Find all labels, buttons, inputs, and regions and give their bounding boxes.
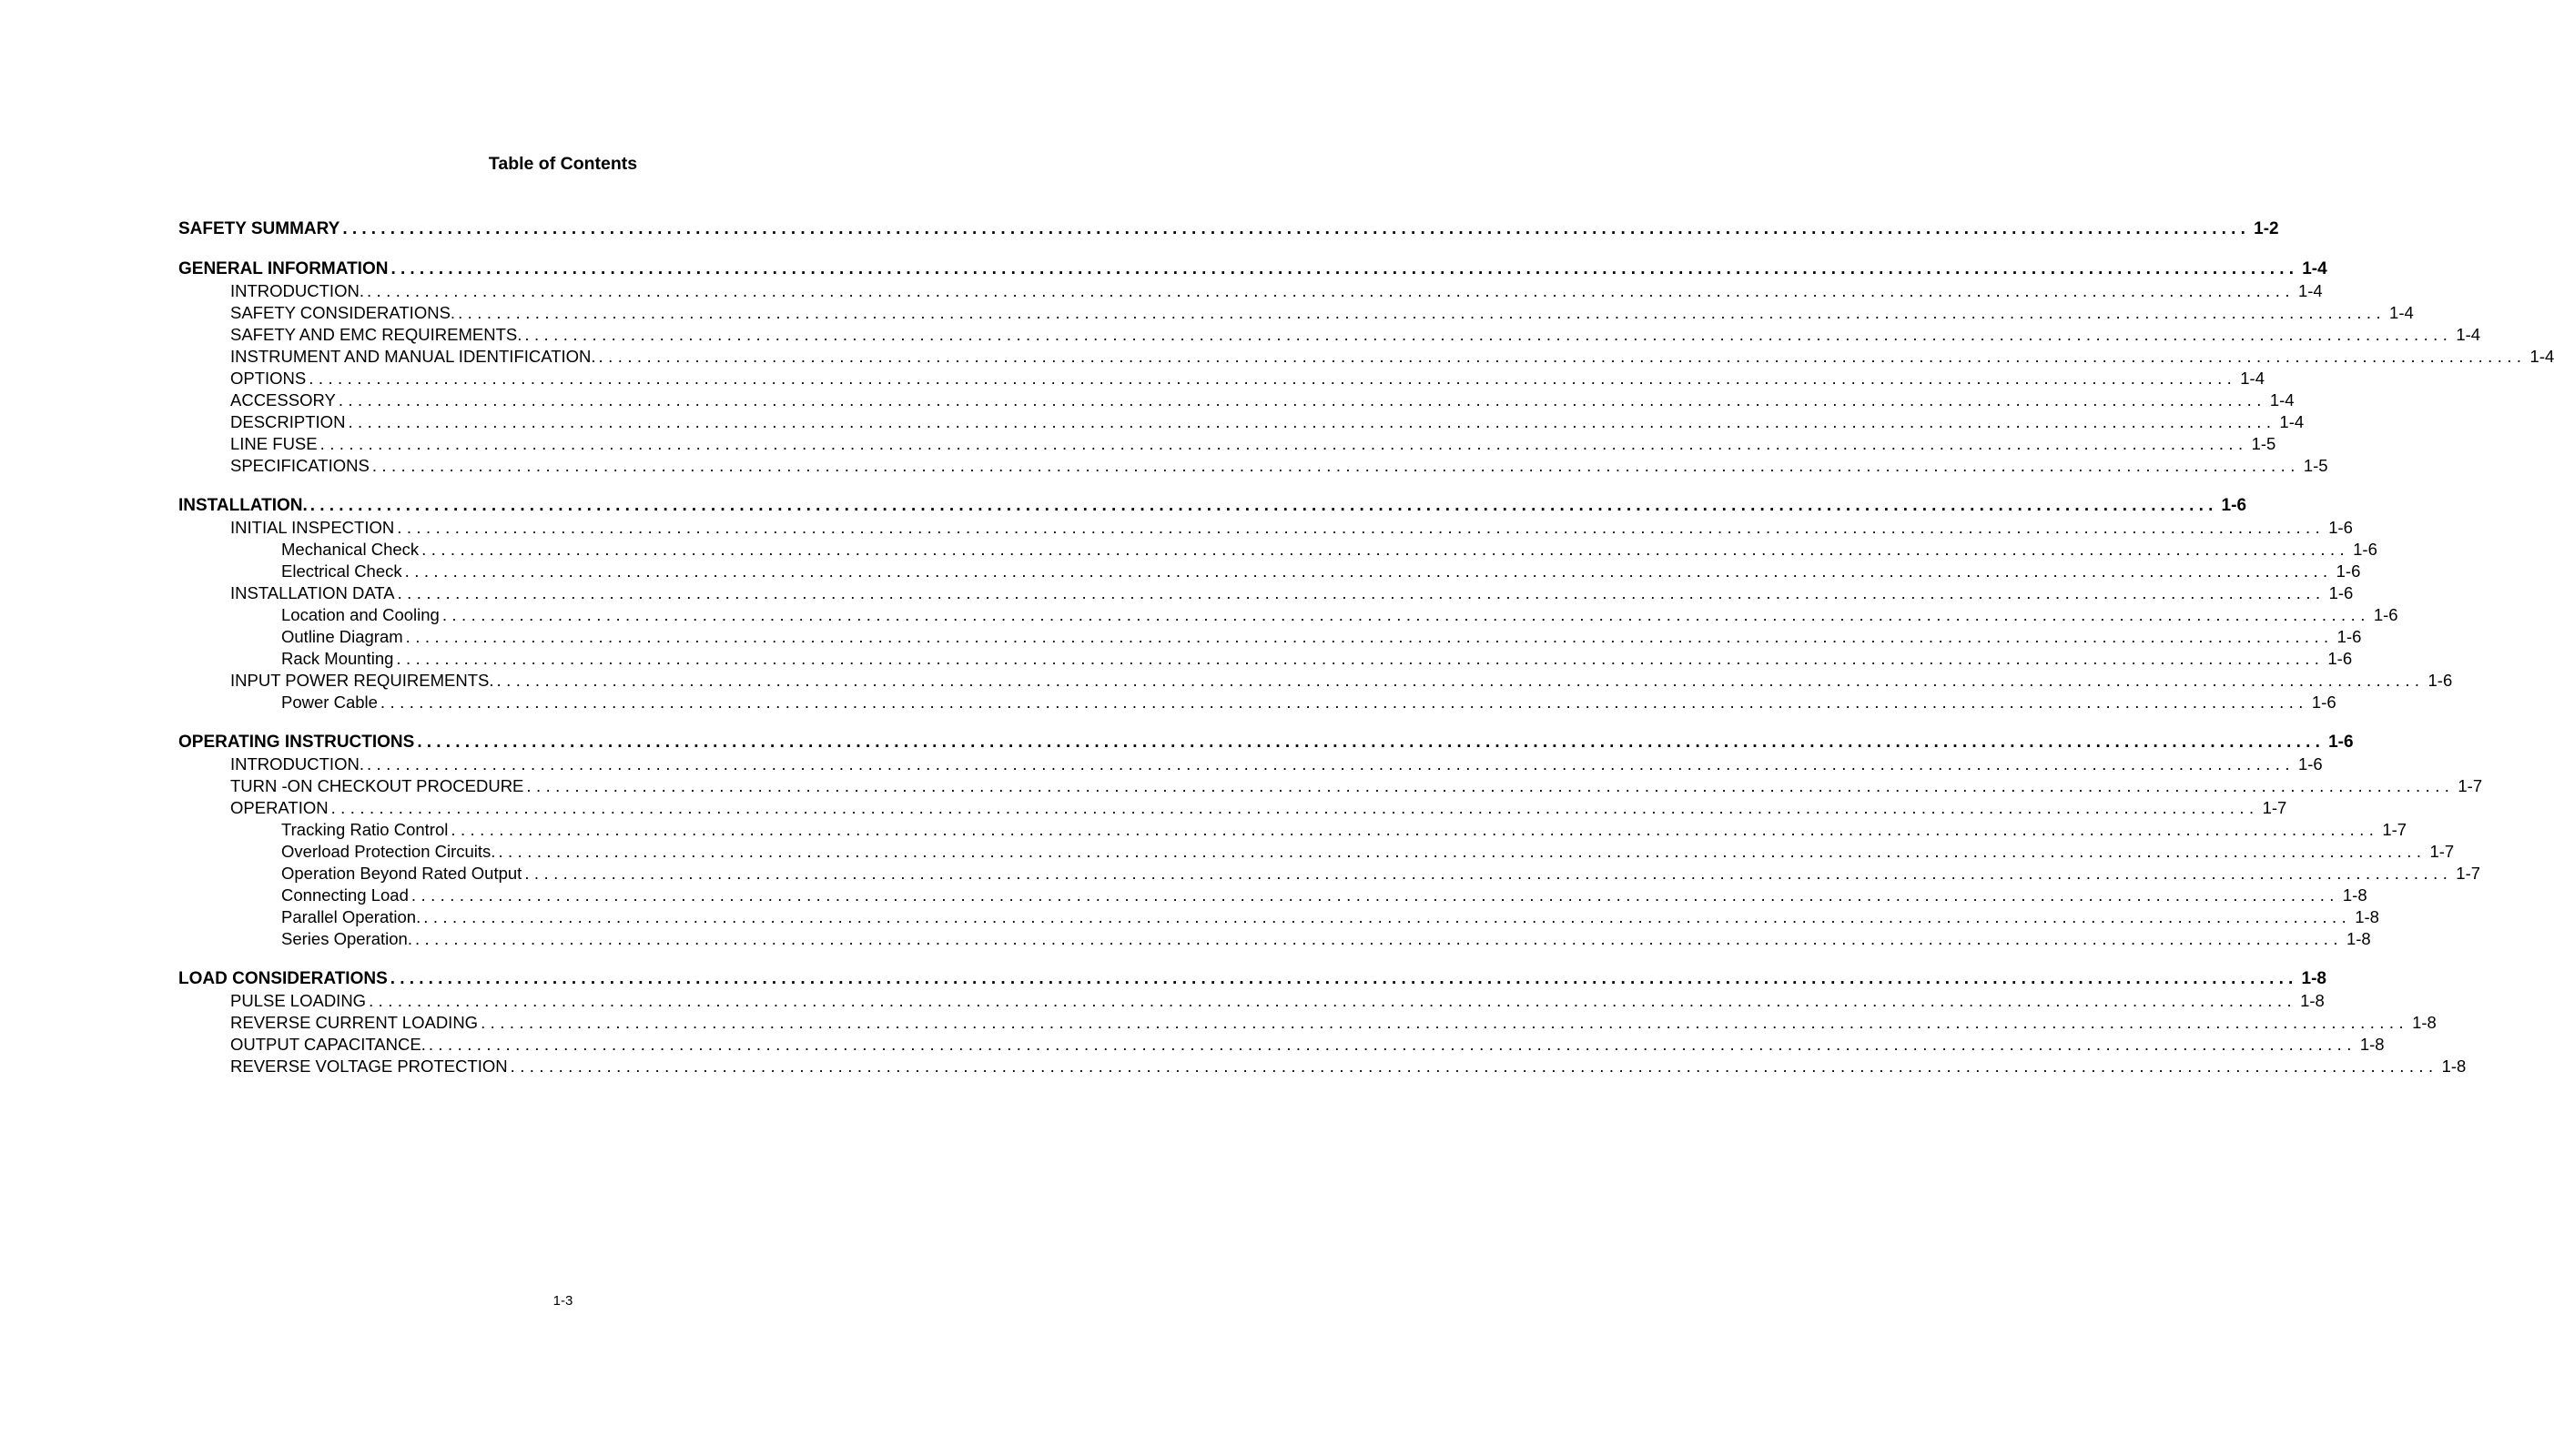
toc-entry-title: OPTIONS [230,369,307,388]
dot-leader: ........................................................................................................................................................................................................ [410,885,2339,905]
dot-leader: ........................................................................................................................................................................................................ [405,627,2334,646]
dot-leader: ........................................................................................................................................................................................................ [390,259,2299,278]
toc-page-number: 1-8 [2412,1013,2437,1032]
toc-section-heading[interactable] [178,495,2247,517]
toc-entry[interactable] [178,346,2554,368]
toc-page-number: 1-8 [2346,929,2371,948]
dot-leader: ........................................................................................................................................................................................................ [510,1057,2438,1076]
toc-entry[interactable] [178,324,2481,346]
dot-leader: ........................................................................................................................................................................................................ [390,969,2298,988]
toc-entry-title: INTRODUCTION. [230,754,364,774]
dot-leader: ........................................................................................................................................................................................................ [481,1013,2409,1032]
dot-leader: ........................................................................................................................................................................................................ [338,390,2266,410]
toc-subentry[interactable] [178,604,2398,626]
toc-section-title: OPERATING INSTRUCTIONS [178,733,415,752]
toc-section-heading[interactable] [178,732,2354,753]
dot-leader: ........................................................................................................................................................................................................ [342,219,2251,238]
toc-page-number: 1-6 [2328,518,2353,537]
toc-entry[interactable] [178,670,2453,692]
toc-entry[interactable] [178,775,2483,797]
toc-page-number: 1-8 [2300,991,2325,1010]
dot-leader: ........................................................................................................................................................................................................ [366,281,2295,300]
toc-page-number: 1-5 [2303,456,2328,475]
toc-entry[interactable] [178,1012,2437,1034]
toc-entry[interactable] [178,990,2325,1012]
toc-entry-title: INSTALLATION DATA [230,583,395,602]
toc-entry-title: Outline Diagram [281,627,403,646]
toc-entry-title: Tracking Ratio Control [281,820,449,839]
toc-entry-title: ACCESSORY [230,390,336,410]
page-title: Table of Contents [488,154,638,174]
toc-subentry[interactable] [178,841,2455,863]
dot-leader: ........................................................................................................................................................................................................ [423,907,2352,926]
toc-entry-title: Parallel Operation. [281,907,421,926]
dot-leader: ........................................................................................................................................................................................................ [524,325,2453,344]
toc-entry-title: OPERATION [230,798,329,817]
toc-page-number: 1-2 [2254,219,2279,238]
toc-page-number: 1-6 [2311,693,2336,712]
toc-subentry[interactable] [178,906,2379,928]
toc-entry-title: INTRODUCTION. [230,281,364,300]
toc-entry-title: REVERSE VOLTAGE PROTECTION [230,1057,508,1076]
toc-page-number: 1-6 [2336,561,2361,581]
toc-page-number: 1-6 [2336,627,2362,646]
dot-leader: ........................................................................................................................................................................................................ [417,733,2326,752]
toc-entry[interactable] [178,411,2305,433]
toc-page-number: 1-6 [2373,605,2398,624]
toc-entry-title: TURN -ON CHECKOUT PROCEDURE [230,776,524,795]
toc-page-number: 1-7 [2458,776,2483,795]
toc-subentry[interactable] [178,928,2371,950]
toc-entry-title: OUTPUT CAPACITANCE. [230,1035,426,1054]
toc-entry[interactable] [178,455,2328,477]
toc-entry[interactable] [178,302,2414,324]
toc-page-number: 1-8 [2359,1035,2385,1054]
toc-entry-title: SAFETY AND EMC REQUIREMENTS. [230,325,522,344]
toc-entry[interactable] [178,433,2276,455]
dot-leader: ........................................................................................................................................................................................................ [451,820,2379,839]
dot-leader: ........................................................................................................................................................................................................ [366,754,2295,774]
toc-subentry[interactable] [178,819,2407,841]
toc-page-number: 1-4 [2297,281,2323,300]
toc-page-number: 1-7 [2429,842,2455,861]
toc-page-number: 1-8 [2301,969,2326,988]
toc-entry[interactable] [178,753,2323,775]
toc-subentry[interactable] [178,648,2353,670]
toc-entry[interactable] [178,517,2353,539]
dot-leader: ........................................................................................................................................................................................................ [404,561,2333,581]
toc-page-number: 1-7 [2262,798,2287,817]
toc-entry-title: Location and Cooling [281,605,440,624]
toc-section-title: GENERAL INFORMATION [178,259,389,278]
page-number: 1-3 [552,1293,573,1309]
toc-entry-title: Connecting Load [281,885,409,905]
toc-section-safety-summary [178,218,2279,240]
toc-entry-title: INSTRUMENT AND MANUAL IDENTIFICATION. [230,347,596,366]
toc-section-title: LOAD CONSIDERATIONS [178,969,388,988]
toc-entry[interactable] [178,1056,2467,1077]
toc-section-heading[interactable] [178,968,2326,990]
toc-entry-title: INITIAL INSPECTION [230,518,395,537]
toc-entry[interactable] [178,280,2323,302]
toc-page-number: 1-4 [2302,259,2327,278]
toc-section-general-information [178,258,2554,477]
toc-entry[interactable] [178,368,2265,389]
toc-entry-title: Rack Mounting [281,649,394,668]
toc-entry-title: Power Cable [281,693,378,712]
dot-leader: ........................................................................................................................................................................................................ [330,798,2259,817]
toc-subentry[interactable] [178,626,2362,648]
toc-page-number: 1-6 [2327,649,2353,668]
dot-leader: ........................................................................................................................................................................................................ [496,671,2425,690]
toc-entry-title: SAFETY CONSIDERATIONS. [230,303,456,322]
dot-leader: ........................................................................................................................................................................................................ [396,649,2325,668]
toc-section-load-considerations [178,968,2467,1077]
toc-section-installation [178,495,2453,713]
toc-section-title: INSTALLATION. [178,496,308,515]
toc-page-number: 1-4 [2269,390,2295,410]
toc-entry[interactable] [178,797,2287,819]
dot-leader: ........................................................................................................................................................................................................ [369,991,2297,1010]
toc-page-number: 1-7 [2456,864,2481,883]
toc-page-number: 1-4 [2240,369,2265,388]
toc-page-number: 1-6 [2427,671,2453,690]
dot-leader: ........................................................................................................................................................................................................ [309,369,2237,388]
toc-page-number: 1-8 [2342,885,2367,905]
dot-leader: ........................................................................................................................................................................................................ [371,456,2300,475]
table-of-contents [178,218,2554,1096]
toc-entry-title: LINE FUSE [230,434,318,453]
toc-entry-title: Overload Protection Circuits. [281,842,496,861]
toc-page-number: 1-6 [2297,754,2323,774]
toc-entry[interactable] [178,389,2295,411]
toc-subentry[interactable] [178,561,2361,582]
dot-leader: ........................................................................................................................................................................................................ [348,412,2276,431]
dot-leader: ........................................................................................................................................................................................................ [380,693,2308,712]
dot-leader: ........................................................................................................................................................................................................ [498,842,2427,861]
toc-entry-title: Operation Beyond Rated Output [281,864,522,883]
dot-leader: ........................................................................................................................................................................................................ [414,929,2343,948]
dot-leader: ........................................................................................................................................................................................................ [319,434,2248,453]
toc-entry-title: INPUT POWER REQUIREMENTS. [230,671,494,690]
toc-entry[interactable] [178,1034,2385,1056]
toc-subentry[interactable] [178,863,2481,885]
dot-leader: ........................................................................................................................................................................................................ [441,605,2370,624]
dot-leader: ........................................................................................................................................................................................................ [524,864,2453,883]
dot-leader: ........................................................................................................................................................................................................ [309,496,2218,515]
toc-page-number: 1-6 [2328,583,2354,602]
toc-page-number: 1-8 [2441,1057,2467,1076]
toc-entry-title: REVERSE CURRENT LOADING [230,1013,479,1032]
dot-leader: ........................................................................................................................................................................................................ [526,776,2455,795]
toc-page-number: 1-7 [2382,820,2407,839]
toc-subentry[interactable] [178,692,2336,713]
dot-leader: ........................................................................................................................................................................................................ [428,1035,2356,1054]
toc-section-operating-instructions [178,732,2483,950]
dot-leader: ........................................................................................................................................................................................................ [397,518,2326,537]
toc-section-heading[interactable] [178,218,2279,240]
toc-entry-title: Electrical Check [281,561,402,581]
dot-leader: ........................................................................................................................................................................................................ [421,540,2350,559]
toc-page-number: 1-4 [2529,347,2554,366]
toc-page-number: 1-4 [2389,303,2414,322]
toc-section-title: SAFETY SUMMARY [178,219,340,238]
dot-leader: ........................................................................................................................................................................................................ [397,583,2326,602]
toc-entry-title: PULSE LOADING [230,991,367,1010]
toc-entry-title: DESCRIPTION [230,412,346,431]
dot-leader: ........................................................................................................................................................................................................ [458,303,2387,322]
toc-page-number: 1-4 [2456,325,2481,344]
dot-leader: ........................................................................................................................................................................................................ [598,347,2527,366]
toc-entry-title: Mechanical Check [281,540,420,559]
toc-page-number: 1-8 [2355,907,2379,926]
toc-subentry[interactable] [178,539,2377,561]
toc-entry-title: SPECIFICATIONS [230,456,370,475]
toc-page-number: 1-5 [2251,434,2276,453]
toc-page-number: 1-6 [2328,733,2354,752]
toc-entry[interactable] [178,582,2354,604]
toc-page-number: 1-4 [2279,412,2305,431]
toc-section-heading[interactable] [178,258,2327,280]
toc-page-number: 1-6 [2221,496,2247,515]
toc-subentry[interactable] [178,885,2367,906]
toc-page-number: 1-6 [2353,540,2377,559]
toc-entry-title: Series Operation. [281,929,412,948]
